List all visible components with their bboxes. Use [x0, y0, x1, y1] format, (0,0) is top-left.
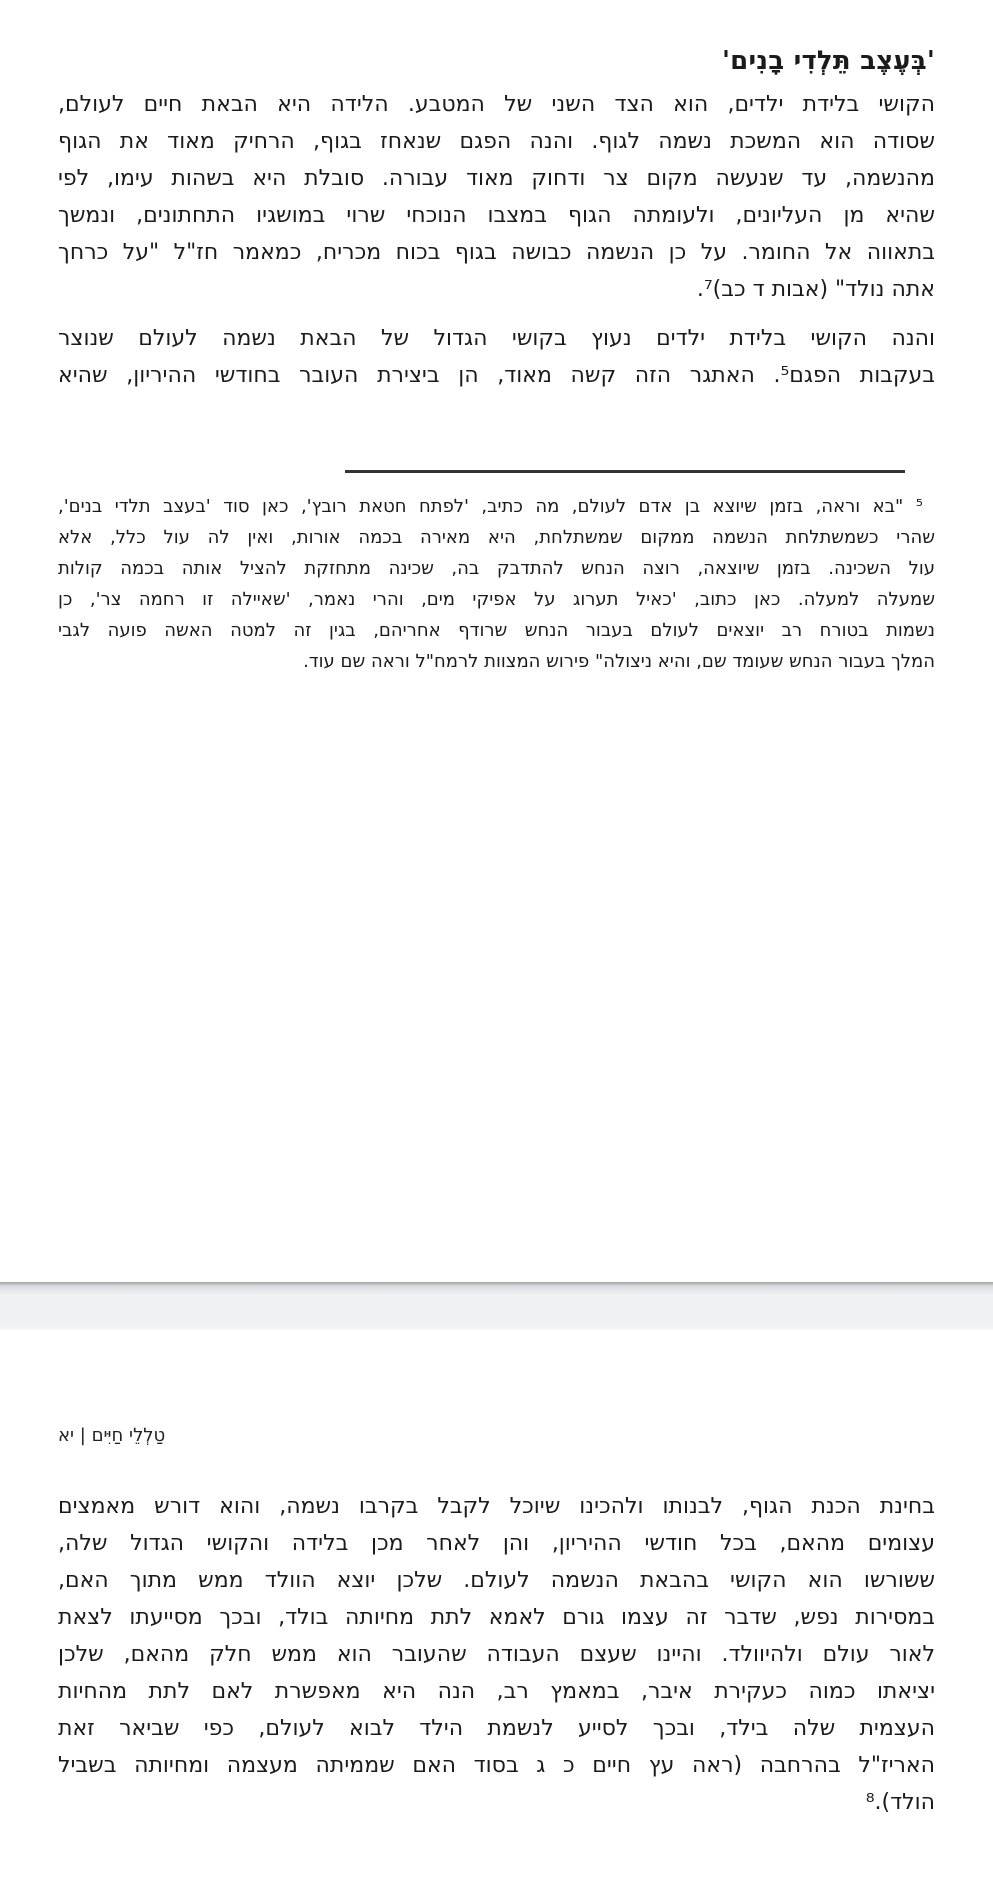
footnote-line: עול השכינה. בזמן שיוצאה, רוצה הנחש להתדבק בה, שכינה מתחזקת להציל אותה בכמה קולות	[58, 558, 935, 579]
section-title: 'בְּעֶצֶב תֵּלְדִי בָנִים'	[721, 46, 935, 76]
text-line: הקושי בלידת ילדים, הוא הצד השני של המטבע. הלידה היא הבאת חיים לעולם,	[58, 92, 935, 117]
footnote-line: נשמות בטורח רב יוצאים לעולם בעבור הנחש שרודף אחריהם, בגין זה למטה האשה פועה לגבי	[58, 620, 935, 641]
page-bottom-margin	[58, 677, 935, 1282]
text-line: בחינת הכנת הגוף, לבנותו ולהכינו שיוכל לקבל בקרבו נשמה, והוא דורש מאמצים	[58, 1494, 935, 1519]
footnote-line: שמעלה למעלה. כאן כתוב, 'כאיל תערוג על אפיקי מים, והרי נאמר, 'שאיילה זו רחמה צר', כן	[58, 589, 935, 610]
text-line: אתה נולד" (אבות ד כב)⁷.	[696, 277, 935, 302]
text-line: לאור עולם ולהיוולד. והיינו שעצם העבודה שהעובר הוא ממש חלק מהאם, שלכן	[58, 1642, 935, 1667]
paragraph-1	[58, 86, 935, 308]
text-line: במסירות נפש, שדבר זה עצמו גורם לאמא לתת מחיותה בולד, ובכך מסייעתו לצאת	[58, 1605, 935, 1630]
text-line: הולד).⁸	[865, 1790, 935, 1815]
paragraph-2	[58, 320, 935, 394]
text-line: בעקבות הפגם⁵. האתגר הזה קשה מאוד, הן ביצירת העובר בחודשי ההיריון, שהיא	[58, 363, 936, 388]
running-header: טַלְלֵי חַיִּים | יא	[58, 1425, 166, 1446]
text-line: יציאתו כמוה כעקירת איבר, במאמץ רב, הנה היא מאפשרת לאם לתת מהחיות	[58, 1679, 935, 1704]
text-line: האריז"ל בהרחבה (ראה עץ חיים כ ג בסוד האם שממיתה מעצמה ומחיותה בשביל	[58, 1753, 935, 1778]
footnote-line: שהרי כשמשתלחת הנשמה ממקום שמשתלחת, היא מאירה בכמה אורות, ואין לה עול כלל, אלא	[58, 527, 935, 548]
text-line: מהנשמה, עד שנעשה מקום צר ודחוק מאוד עבורה. סובלת היא בשהות עימו, לפי	[58, 166, 935, 191]
text-line: והנה הקושי בלידת ילדים נעוץ בקושי הגדול של הבאת נשמה לעולם שנוצר	[58, 326, 935, 351]
page-gap	[0, 1282, 993, 1330]
text-line: שהיא מן העליונים, ולעומתה הגוף במצבו הנוכחי שרוי במושגיו התחתונים, ונמשך	[58, 203, 935, 228]
paragraph-3	[58, 1488, 935, 1821]
text-line: שסודה הוא המשכת נשמה לגוף. והנה הפגם שנאחז בגוף, הרחיק מאוד את הגוף	[58, 129, 935, 154]
footnote-separator	[345, 470, 905, 473]
text-line: העצמית שלה בילד, ובכך לסייע לנשמת הילד לבוא לעולם, כפי שביאר זאת	[58, 1716, 935, 1741]
footnote-block	[58, 491, 935, 677]
text-line: ששורשו הוא הקושי בהבאת הנשמה לעולם. שלכן יוצא הוולד ממש מתוך האם,	[58, 1568, 935, 1593]
text-line: בתאווה אל החומר. על כן הנשמה כבושה בגוף בכוח מכריח, כמאמר חז"ל "על כרחך	[58, 240, 935, 265]
document-page-2	[0, 1424, 993, 1821]
footnote-line: המלך בעבור הנחש שעומד שם, והיא ניצולה" פירוש המצוות לרמח"ל וראה שם עוד.	[303, 651, 935, 672]
footnote-line: ⁵ "בא וראה, בזמן שיוצא בן אדם לעולם, מה כתיב, 'לפתח חטאת רובץ', כאן סוד 'בעצב תלדי בנים',	[58, 496, 923, 517]
text-line: עצומים מהאם, בכל חודשי ההיריון, והן לאחר מכן בלידה והקושי הגדול שלה,	[58, 1531, 935, 1556]
